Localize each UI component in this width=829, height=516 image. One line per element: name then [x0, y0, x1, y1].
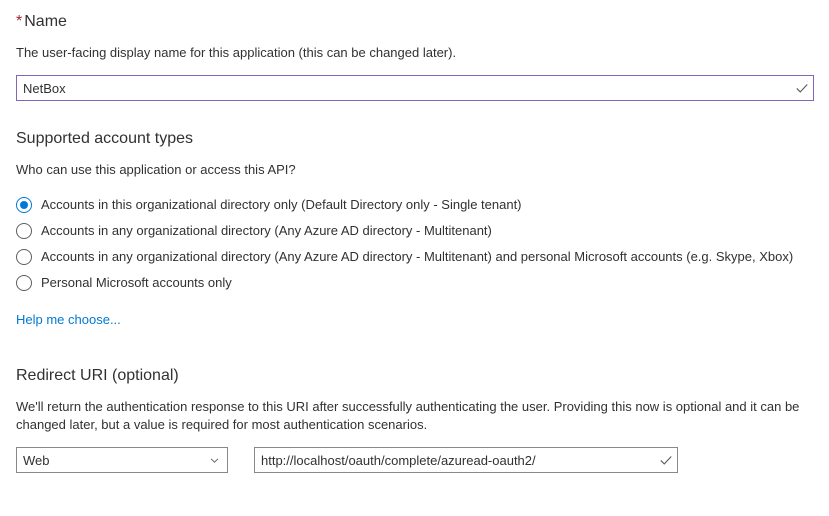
chevron-down-icon[interactable] [207, 453, 221, 467]
name-input[interactable] [17, 76, 791, 100]
account-types-description: Who can use this application or access this API? [16, 162, 296, 177]
platform-select-value: Web [23, 452, 50, 468]
account-types-title: Supported account types [16, 130, 194, 147]
redirect-uri-description: We'll return the authentication response to this URI after successfully authenticating the user. Providing this now is optional and it can be changed later, but a value is required for most authentication scenarios. [16, 399, 800, 432]
help-me-choose-link[interactable]: Help me choose... [16, 312, 121, 327]
name-section [16, 12, 813, 101]
name-description: The user-facing display name for this application (this can be changed later). [16, 45, 457, 60]
name-label-text: Name [24, 13, 67, 30]
platform-select[interactable] [16, 447, 228, 473]
radio-option-multitenant-and-personal[interactable] [16, 244, 813, 270]
redirect-uri-section [16, 366, 813, 473]
spacer-2 [16, 329, 813, 357]
name-input-wrapper[interactable] [16, 75, 814, 101]
checkmark-icon [655, 448, 677, 472]
redirect-uri-title: Redirect URI (optional) [16, 367, 179, 384]
radio-option-label: Personal Microsoft accounts only [41, 275, 232, 290]
account-types-radio-group[interactable] [16, 192, 813, 296]
radio-option-label: Accounts in any organizational directory (Any Azure AD directory - Multitenant) [41, 223, 492, 238]
required-indicator: * [16, 13, 23, 30]
radio-button-icon[interactable] [16, 249, 32, 265]
checkmark-icon [791, 76, 813, 100]
radio-button-icon[interactable] [16, 223, 32, 239]
supported-account-types-section [16, 129, 813, 329]
redirect-uri-row [16, 447, 813, 473]
spacer-1 [16, 101, 813, 129]
redirect-uri-input[interactable] [255, 448, 655, 472]
name-label [16, 12, 813, 32]
redirect-uri-input-wrapper[interactable] [254, 447, 678, 473]
radio-option-personal-only[interactable] [16, 270, 813, 296]
radio-option-multitenant[interactable] [16, 218, 813, 244]
radio-button-icon[interactable] [16, 197, 32, 213]
radio-button-icon[interactable] [16, 275, 32, 291]
radio-option-single-tenant[interactable] [16, 192, 813, 218]
spacer-3 [16, 357, 813, 366]
radio-option-label: Accounts in this organizational directory only (Default Directory only - Single tenant) [41, 197, 522, 212]
radio-option-label: Accounts in any organizational directory (Any Azure AD directory - Multitenant) and personal Microsoft accounts (e.g. Skype, Xbox) [41, 249, 794, 264]
